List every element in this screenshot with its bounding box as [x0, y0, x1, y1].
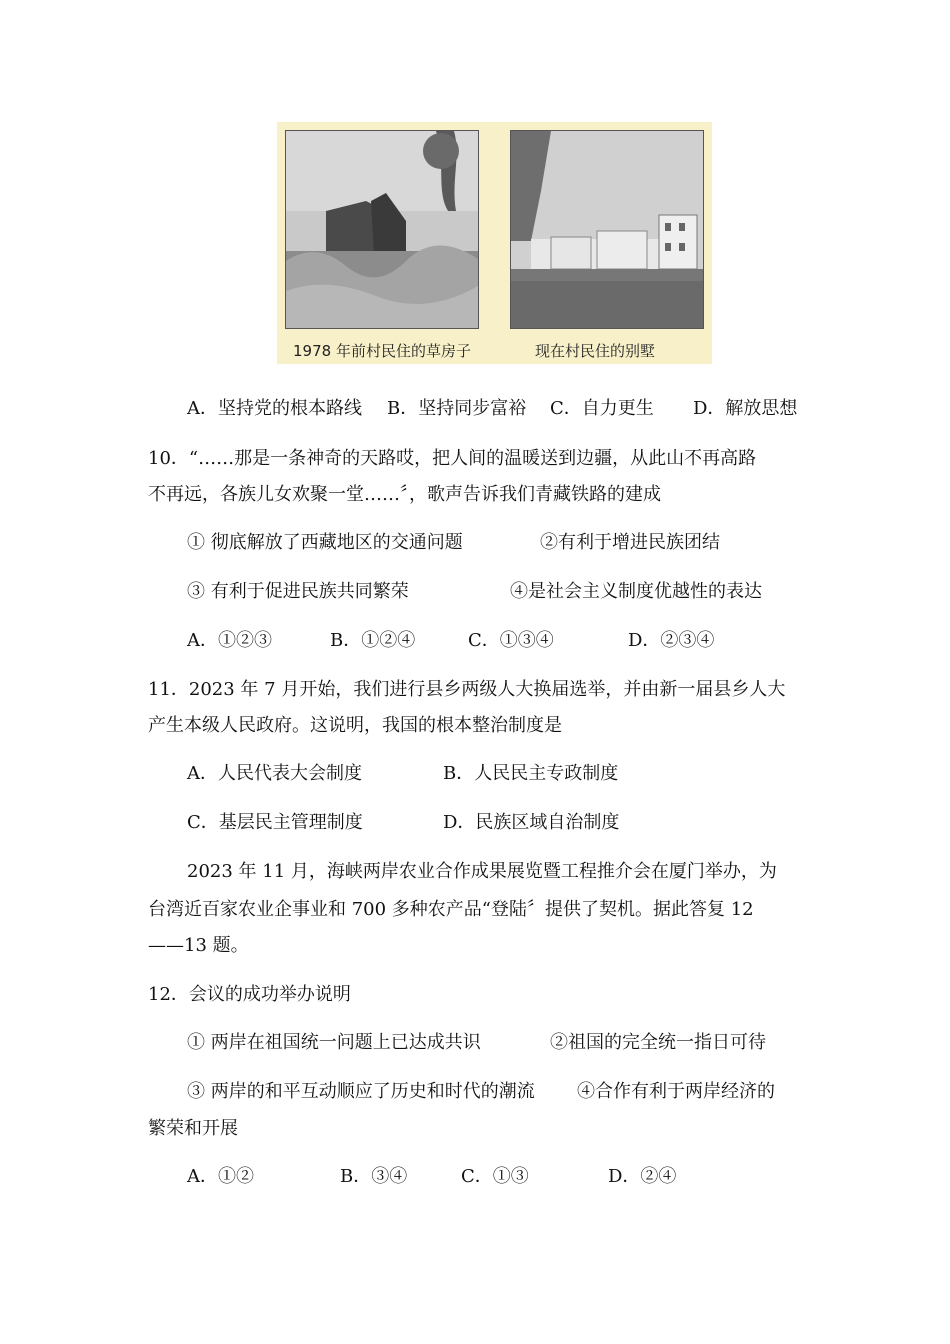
q10-option-a: A．①②③: [187, 630, 272, 651]
q12-option-b: B．③④: [340, 1166, 408, 1187]
q12-item-1: ① 两岸在祖国统一问题上已达成共识: [187, 1032, 481, 1053]
passage-line1: 2023 年 11 月，海峡两岸农业合作成果展览暨工程推介会在厦门举办，为: [187, 861, 777, 882]
q11-stem-line1: 11．2023 年 7 月开始，我们进行县乡两级人大换届选举，并由新一届县乡人大: [148, 679, 786, 700]
q10-item-1: ① 彻底解放了西藏地区的交通问题: [187, 532, 463, 553]
passage-line2: 台湾近百家农业企事业和 700 多种农产品“登陆〞提供了契机。据此答复 12: [148, 899, 754, 920]
q11-stem-line2: 产生本级人民政府。这说明，我国的根本整治制度是: [148, 715, 562, 736]
q12-item-2: ②祖国的完全统一指日可待: [550, 1032, 766, 1053]
q10-item-4: ④是社会主义制度优越性的表达: [510, 581, 762, 602]
villa-photo: [510, 130, 704, 329]
q11-option-c: C．基层民主管理制度: [187, 812, 363, 833]
q12-item-4-cont: 繁荣和开展: [148, 1118, 238, 1139]
q10-item-2: ②有利于增进民族团结: [540, 532, 720, 553]
q12-option-d: D．②④: [608, 1166, 677, 1187]
q10-stem-line1: 10．“……那是一条神奇的天路哎，把人间的温暖送到边疆，从此山不再高路: [148, 448, 757, 469]
q9-option-b: B．坚持同步富裕: [387, 398, 527, 419]
q11-option-d: D．民族区域自治制度: [443, 812, 620, 833]
q11-option-a: A．人民代表大会制度: [187, 763, 362, 784]
q10-stem-line2: 不再远，各族儿女欢聚一堂……〞，歌声告诉我们青藏铁路的建成: [148, 484, 661, 505]
q12-item-3: ③ 两岸的和平互动顺应了历史和时代的潮流: [187, 1081, 535, 1102]
q10-option-b: B．①②④: [330, 630, 416, 651]
q9-option-c: C．自力更生: [550, 398, 654, 419]
thatched-house-photo: [285, 130, 479, 329]
q12-stem: 12．会议的成功举办说明: [148, 984, 351, 1005]
q11-option-b: B．人民民主专政制度: [443, 763, 619, 784]
q10-item-3: ③ 有利于促进民族共同繁荣: [187, 581, 409, 602]
q10-option-d: D．②③④: [628, 630, 715, 651]
q12-option-a: A．①②: [187, 1166, 254, 1187]
passage-line3: ——13 题。: [148, 935, 249, 956]
left-photo-caption: 1978 年前村民住的草房子: [293, 342, 471, 360]
right-photo-caption: 现在村民住的别墅: [535, 342, 656, 360]
q9-option-d: D．解放思想: [693, 398, 798, 419]
q12-item-4: ④合作有利于两岸经济的: [577, 1081, 775, 1102]
q12-option-c: C．①③: [461, 1166, 529, 1187]
q10-option-c: C．①③④: [468, 630, 554, 651]
q9-option-a: A．坚持党的根本路线: [187, 398, 362, 419]
comparison-figure: [277, 122, 712, 364]
